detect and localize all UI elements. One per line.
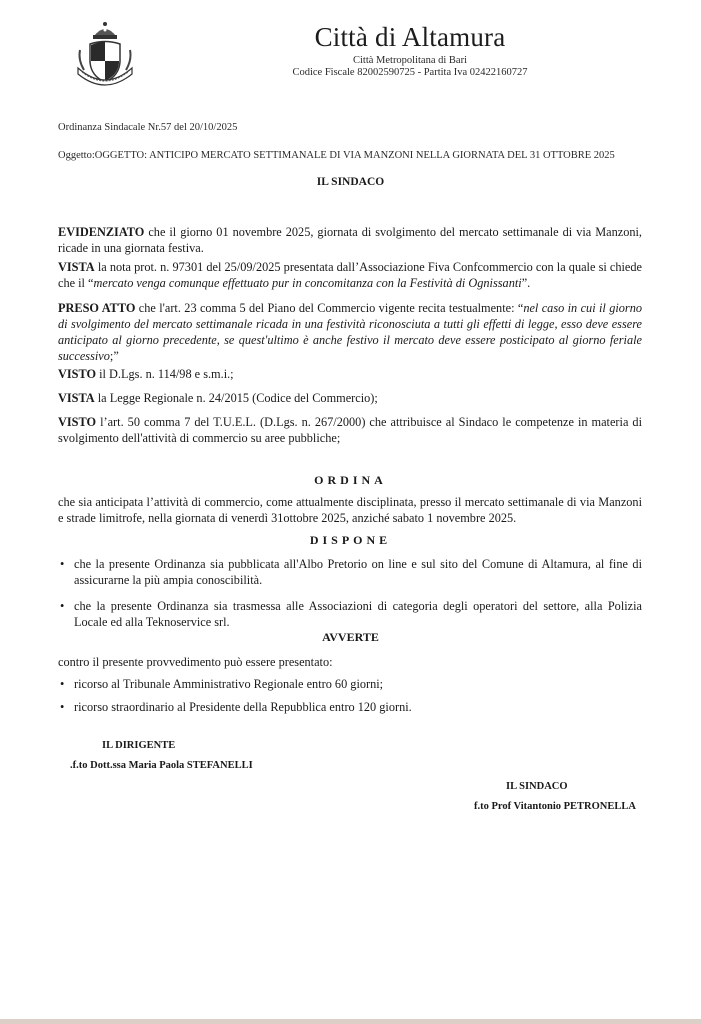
premise-preso-atto (58, 300, 642, 364)
sindaco-title: IL SINDACO (506, 781, 568, 792)
heading-avverte: AVVERTE (322, 630, 379, 644)
avverte-list (58, 676, 642, 722)
list-item-text: ricorso al Tribunale Amministrativo Regionale entro 60 giorni; (74, 677, 384, 691)
premise-lead: VISTO (58, 367, 97, 381)
coat-of-arms-icon (72, 20, 138, 90)
ordinance-subject: Oggetto:OGGETTO: ANTICIPO MERCATO SETTIMANALE DI VIA MANZONI NELLA GIORNATA DEL 31 OTTOBRE 2025 (58, 150, 615, 161)
premise-quote: mercato venga comunque effettuato pur in concomitanza con la Festività di Ognissanti (93, 276, 522, 290)
crown-icon (93, 22, 117, 39)
list-item (58, 598, 642, 630)
page-bottom-edge (0, 1019, 701, 1024)
premise-vista-legge (58, 390, 642, 406)
premise-lead: VISTA (58, 391, 95, 405)
premise-vista-nota (58, 259, 642, 291)
list-item (58, 676, 642, 692)
premise-text: che il giorno 01 novembre 2025, giornata di svolgimento del mercato settimanale di via Manzoni, ricade in una giornata festiva. (58, 225, 642, 255)
dirigente-signature: .f.to Dott.ssa Maria Paola STEFANELLI (70, 760, 253, 771)
premise-text: la nota prot. n. 97301 del 25/09/2025 presentata dall’Associazione Fiva Confcommercio con la quale si chiede che il “ (58, 260, 642, 290)
bullet-icon: • (60, 599, 65, 613)
list-item (58, 699, 642, 715)
ordina-text: che sia anticipata l’attività di commercio, come attualmente disciplinata, presso il mercato settimanale di via Manzoni e strade limitrofe, nella giornata di venerdì 31ottobre 2025, anziché sabato 1 novembre 2025. (58, 495, 642, 525)
sindaco-signature: f.to Prof Vitantonio PETRONELLA (474, 801, 636, 812)
premise-text: la Legge Regionale n. 24/2015 (Codice del Commercio); (94, 391, 378, 405)
premise-visto-tuel (58, 414, 642, 446)
shield-icon (90, 42, 120, 83)
ordinance-number: Ordinanza Sindacale Nr.57 del 20/10/2025 (58, 122, 238, 133)
heading-sindaco: IL SINDACO (316, 176, 385, 188)
premise-text: che l'art. 23 comma 5 del Piano del Commercio vigente recita testualmente: “ (135, 301, 524, 315)
letterhead (260, 22, 560, 79)
heading-dispone: DISPONE (309, 533, 392, 547)
fiscal-line: Codice Fiscale 82002590725 - Partita Iva 02422160727 (292, 67, 528, 78)
list-item-text: che la presente Ordinanza sia trasmessa alle Associazioni di categoria degli operatori del settore, alla Polizia Locale ed alla Teknoservice srl. (74, 599, 642, 629)
avverte-intro: contro il presente provvedimento può essere presentato: (58, 655, 333, 669)
list-item (58, 556, 642, 588)
dirigente-title: IL DIRIGENTE (102, 740, 176, 751)
premise-lead: VISTO (58, 415, 97, 429)
premise-text: il D.Lgs. n. 114/98 e s.m.i.; (96, 367, 234, 381)
premise-lead: VISTA (58, 260, 95, 274)
bullet-icon: • (60, 700, 65, 714)
dispone-list (58, 556, 642, 640)
premise-evidenziato (58, 224, 642, 256)
list-item-text: che la presente Ordinanza sia pubblicata all'Albo Pretorio on line e sul sito del Comune di Altamura, al fine di assicurarne la più ampia conoscibilità. (74, 557, 642, 587)
premise-text: l’art. 50 comma 7 del T.U.E.L. (D.Lgs. n. 267/2000) che attribuisce al Sindaco le competenze in materia di svolgimento dell'attività di commercio su aree pubbliche; (58, 415, 642, 445)
premise-tail: ;” (109, 349, 119, 363)
premise-tail: ”. (521, 276, 531, 290)
premise-lead: EVIDENZIATO (58, 225, 145, 239)
city-title: Città di Altamura (314, 22, 506, 52)
bullet-icon: • (60, 677, 65, 691)
heading-ordina: ORDINA (314, 473, 387, 487)
bullet-icon: • (60, 557, 65, 571)
premise-lead: PRESO ATTO (58, 301, 136, 315)
city-subtitle: Città Metropolitana di Bari (352, 55, 468, 66)
premise-quote: nel caso in cui il giorno di svolgimento del mercato settimanale ricada in una festività riconosciuta a tutti gli effetti di legge, esso deve essere anticipato al giorno precedente, se quest'ultimo è anche festivo il mercato deve essere posticipato al giorno feriale successivo (58, 301, 642, 363)
premise-visto-dlgs (58, 366, 642, 382)
list-item-text: ricorso straordinario al Presidente della Repubblica entro 120 giorni. (74, 700, 412, 714)
